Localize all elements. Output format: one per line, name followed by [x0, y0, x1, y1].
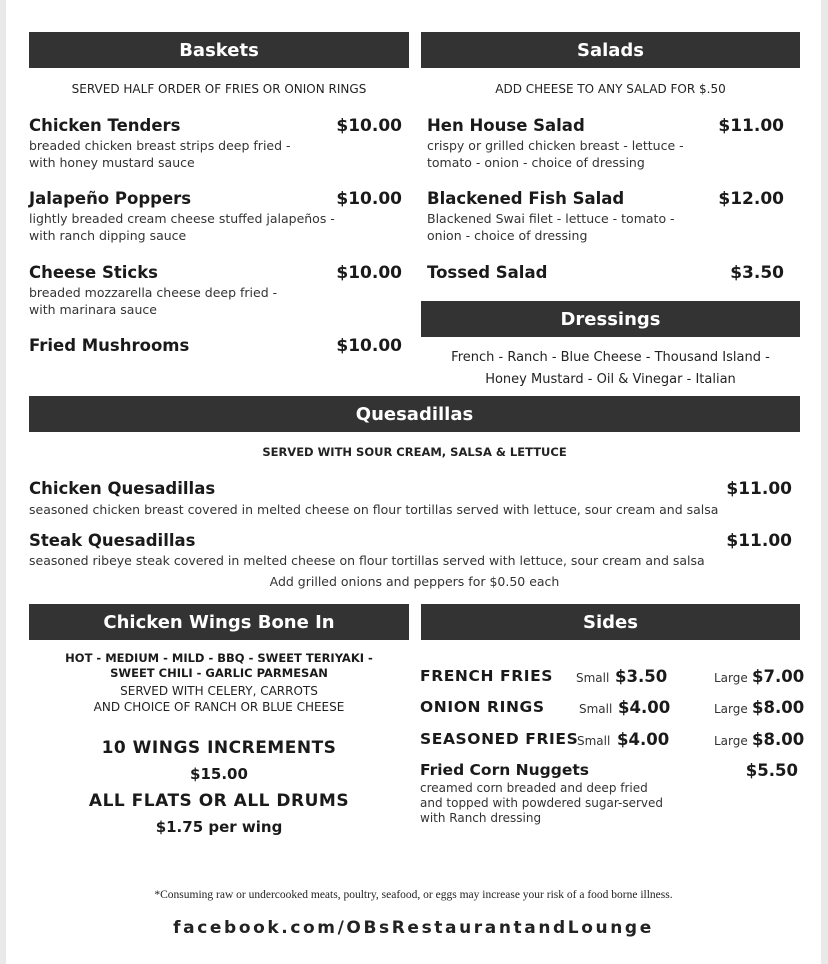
wings-flavors: [29, 651, 409, 681]
menu-item-name: Tossed Salad: [427, 263, 548, 282]
description-line: tomato - onion - choice of dressing: [427, 155, 645, 170]
baskets-note: SERVED HALF ORDER OF FRIES OR ONION RINGS: [71, 82, 367, 96]
baskets-header: [29, 32, 409, 68]
sides-header: [421, 604, 800, 640]
wings-increments-price: $15.00: [190, 765, 248, 783]
large-price: $7.00: [752, 667, 805, 686]
flavors-line: SWEET CHILI - GARLIC PARMESAN: [110, 666, 328, 680]
wings-per-wing-price: $1.75 per wing: [155, 818, 283, 836]
wings-served-with: [29, 683, 409, 715]
description-line: breaded mozzarella cheese deep fried -: [29, 285, 278, 300]
menu-item-price: $10.00: [336, 263, 402, 283]
baskets-title: Baskets: [179, 39, 259, 61]
large-price: $8.00: [752, 698, 805, 717]
description-line: with Ranch dressing: [420, 811, 542, 825]
menu-item-price: $12.00: [718, 189, 784, 209]
small-label: Small: [577, 734, 611, 748]
menu-item-name: Jalapeño Poppers: [29, 189, 192, 208]
small-label: Small: [579, 702, 613, 716]
side-item-name: ONION RINGS: [420, 698, 545, 716]
served-line: SERVED WITH CELERY, CARROTS: [120, 684, 318, 698]
sides-title: Sides: [583, 611, 638, 633]
menu-item-description: [29, 137, 291, 171]
salads-header: [421, 32, 800, 68]
large-price: $8.00: [752, 730, 805, 749]
quesadillas-note: SERVED WITH SOUR CREAM, SALSA & LETTUCE: [262, 445, 567, 459]
menu-item-name: Steak Quesadillas: [29, 531, 196, 550]
dressings-title: Dressings: [560, 308, 661, 330]
large-label: Large: [714, 734, 748, 748]
small-price: $4.00: [617, 730, 670, 749]
quesadillas-title: Quesadillas: [355, 403, 474, 425]
quesadillas-header: [29, 396, 800, 432]
menu-item-name: Chicken Quesadillas: [29, 479, 216, 498]
menu-item-description: seasoned chicken breast covered in melted cheese on flour tortillas served with lettuce, sour cream and salsa: [29, 502, 719, 517]
menu-item-price: $11.00: [726, 531, 792, 551]
wings-flats-drums: ALL FLATS OR ALL DRUMS: [88, 791, 350, 811]
flavors-line: HOT - MEDIUM - MILD - BBQ - SWEET TERIYAKI -: [65, 651, 373, 665]
large-label: Large: [714, 702, 748, 716]
nuggets-price: $5.50: [745, 761, 798, 780]
dressings-line: French - Ranch - Blue Cheese - Thousand Island -: [451, 350, 770, 365]
dressings-line: Honey Mustard - Oil & Vinegar - Italian: [485, 372, 736, 387]
menu-item-description: seasoned ribeye steak covered in melted cheese on flour tortillas served with lettuce, sour cream and salsa: [29, 553, 705, 568]
dressings-list: [421, 347, 800, 391]
description-line: creamed corn breaded and deep fried: [420, 781, 648, 795]
small-price: $4.00: [618, 698, 671, 717]
salads-note: ADD CHEESE TO ANY SALAD FOR $.50: [495, 82, 726, 96]
description-line: with ranch dipping sauce: [29, 228, 187, 243]
wings-increments: 10 WINGS INCREMENTS: [101, 738, 337, 758]
nuggets-description: [420, 781, 663, 826]
menu-item-description: [427, 210, 675, 244]
description-line: lightly breaded cream cheese stuffed jalapeños -: [29, 211, 335, 226]
menu-item-price: $11.00: [726, 479, 792, 499]
menu-item-description: [427, 137, 684, 171]
menu-item-description: [29, 284, 277, 318]
small-label: Small: [576, 671, 610, 685]
menu-item-name: Chicken Tenders: [29, 116, 181, 135]
wings-header: [29, 604, 409, 640]
menu-item-price: $11.00: [718, 116, 784, 136]
description-line: breaded chicken breast strips deep fried -: [29, 138, 291, 153]
menu-item-description: [29, 210, 335, 244]
description-line: and topped with powdered sugar-served: [420, 796, 664, 810]
dressings-header: [421, 301, 800, 337]
facebook-link[interactable]: facebook.com/OBsRestaurantandLounge: [173, 918, 654, 938]
menu-item-name: Fried Mushrooms: [29, 336, 190, 355]
food-safety-disclaimer: *Consuming raw or undercooked meats, poultry, seafood, or eggs may increase your risk of a food borne illness.: [154, 889, 673, 901]
quesadillas-addon: Add grilled onions and peppers for $0.50 each: [269, 574, 560, 589]
menu-item-price: $3.50: [730, 263, 784, 283]
wings-title: Chicken Wings Bone In: [103, 611, 335, 633]
menu-item-price: $10.00: [336, 336, 402, 356]
nuggets-name: Fried Corn Nuggets: [420, 761, 590, 779]
menu-item-name: Cheese Sticks: [29, 263, 158, 282]
side-item-name: SEASONED FRIES: [420, 730, 579, 748]
salads-title: Salads: [576, 39, 645, 61]
description-line: with marinara sauce: [29, 302, 157, 317]
menu-item-name: Hen House Salad: [427, 116, 585, 135]
description-line: with honey mustard sauce: [29, 155, 195, 170]
large-label: Large: [714, 671, 748, 685]
menu-item-price: $10.00: [336, 189, 402, 209]
small-price: $3.50: [615, 667, 668, 686]
served-line: AND CHOICE OF RANCH OR BLUE CHEESE: [93, 700, 345, 714]
menu-item-name: Blackened Fish Salad: [427, 189, 625, 208]
menu-item-price: $10.00: [336, 116, 402, 136]
menu-page: [6, 0, 821, 964]
description-line: crispy or grilled chicken breast - lettuce -: [427, 138, 684, 153]
description-line: onion - choice of dressing: [427, 228, 588, 243]
description-line: Blackened Swai filet - lettuce - tomato -: [427, 211, 675, 226]
side-item-name: FRENCH FRIES: [420, 667, 554, 685]
